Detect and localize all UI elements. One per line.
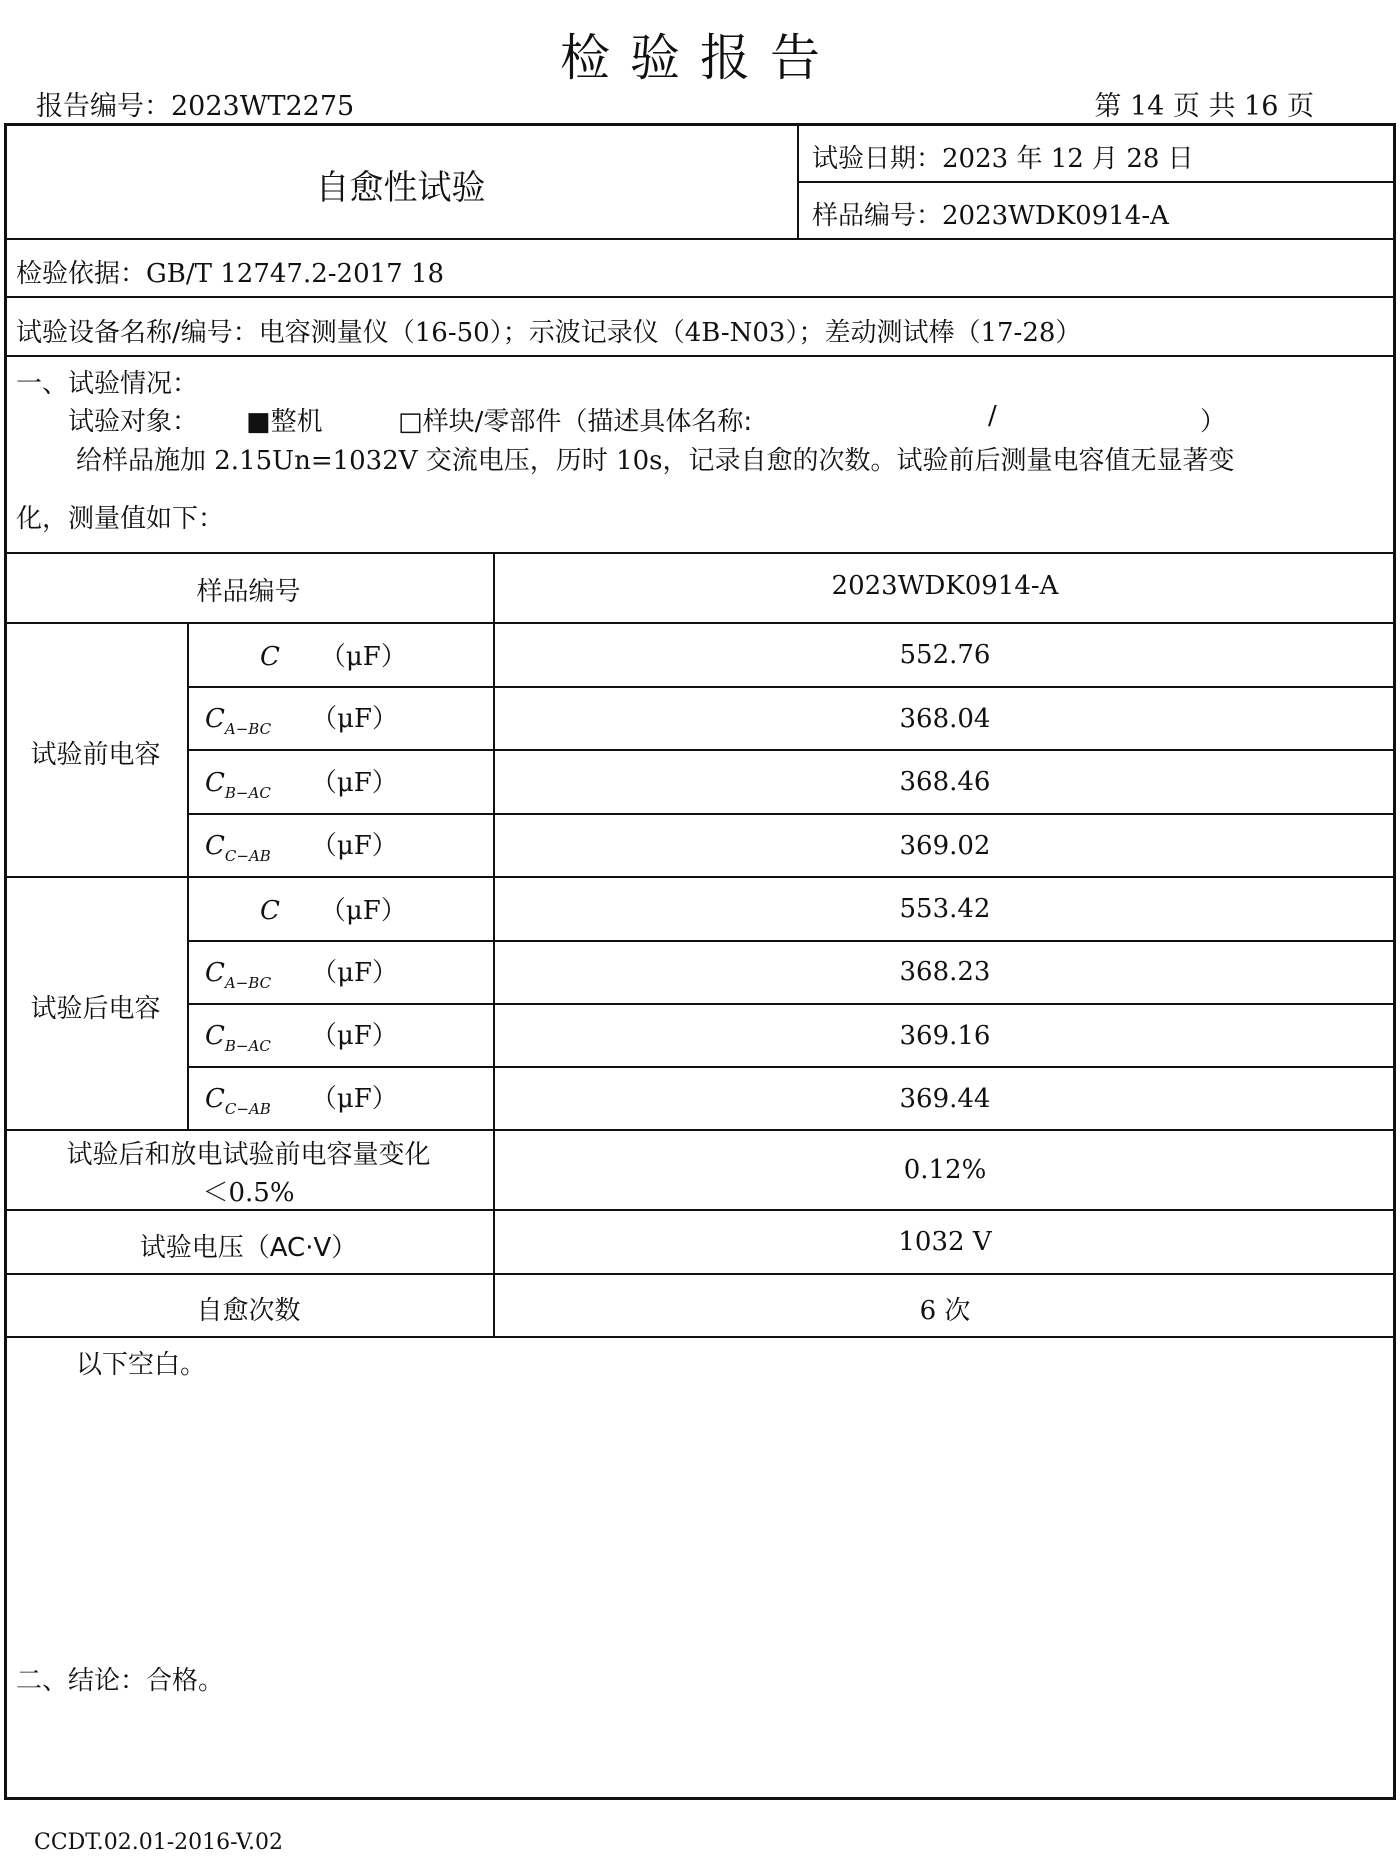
param-symbol: C <box>260 896 280 926</box>
sample-number-value: 2023WDK0914-A <box>942 201 1169 231</box>
report-number: 报告编号：2023WT2275 <box>36 91 355 122</box>
test-date <box>812 138 1194 175</box>
param-subscript: A−BC <box>224 974 272 992</box>
after-value: 368.23 <box>899 957 991 987</box>
param-c-b-ac <box>205 762 398 802</box>
test-equipment-value: 电容测量仪（16-50）；示波记录仪（4B-N03）；差动测试棒（17-28） <box>258 318 1082 348</box>
rule <box>188 940 1396 942</box>
rule <box>188 686 1396 688</box>
capacitance-change-value: 0.12% <box>903 1155 987 1185</box>
param-symbol: C <box>205 1021 225 1051</box>
rule <box>798 181 1394 183</box>
param-subscript: B−AC <box>224 1037 271 1055</box>
test-basis-value: GB/T 12747.2-2017 18 <box>146 259 445 289</box>
option-part: □样块/零部件（描述具体名称: <box>398 407 753 437</box>
conclusion: 二、结论：合格。 <box>16 1666 225 1696</box>
option-part-slash: / <box>988 401 997 431</box>
param-subscript: A−BC <box>224 720 272 738</box>
param-subscript: B−AC <box>224 784 271 802</box>
param-c-a-bc <box>205 698 398 738</box>
capacitance-change-label-line: 试验后和放电试验前电容量变化 <box>66 1140 431 1170</box>
param-symbol: C <box>260 642 280 672</box>
sample-number-label: 样品编号： <box>812 201 943 231</box>
param-unit: （μF） <box>310 1084 398 1114</box>
option-part-close: ） <box>1200 407 1227 437</box>
param-c-b-ac <box>205 1015 398 1055</box>
description-line: 给样品施加 2.15Un=1032V 交流电压，历时 10s，记录自愈的次数。试验前后测量电容值无显著变 <box>76 446 1235 476</box>
param-symbol: C <box>205 704 225 734</box>
after-capacitance-label: 试验后电容 <box>30 994 161 1024</box>
rule <box>188 749 1396 751</box>
param-unit: （μF） <box>310 831 398 861</box>
rule <box>4 1129 1396 1131</box>
capacitance-change-label <box>4 1136 493 1212</box>
after-value: 369.44 <box>899 1084 991 1114</box>
param-symbol: C <box>205 831 225 861</box>
param-unit: （μF） <box>311 958 399 988</box>
section-heading-situation: 一、试验情况： <box>16 369 199 399</box>
param-unit: （μF） <box>310 1021 398 1051</box>
blank-note: 以下空白。 <box>76 1350 207 1380</box>
test-equipment-label: 试验设备名称/编号： <box>16 318 259 348</box>
param-unit: （μF） <box>310 768 398 798</box>
param-unit: （μF） <box>319 896 407 926</box>
test-voltage-value: 1032 V <box>898 1227 992 1257</box>
rule <box>4 876 1396 878</box>
before-value: 552.76 <box>899 640 991 670</box>
before-value: 368.46 <box>899 767 991 797</box>
form-code: CCDT.02.01-2016-V.02 <box>34 1830 284 1855</box>
param-subscript: C−AB <box>224 1100 271 1118</box>
rule <box>188 1066 1396 1068</box>
param-unit: （μF） <box>311 704 399 734</box>
rule <box>4 552 1396 554</box>
rule <box>4 296 1396 298</box>
sample-number <box>812 195 1169 232</box>
after-value: 369.16 <box>899 1021 991 1051</box>
rule <box>4 238 1396 240</box>
rule <box>187 622 189 1130</box>
test-equipment <box>16 312 1081 349</box>
rule <box>4 1273 1396 1275</box>
param-symbol: C <box>205 768 225 798</box>
self-heal-count-label: 自愈次数 <box>196 1296 301 1326</box>
page-indicator: 第 14 页 共 16 页 <box>1094 91 1314 122</box>
rule <box>4 1336 1396 1338</box>
param-symbol: C <box>205 1084 225 1114</box>
option-whole-machine: ■整机 <box>246 407 323 437</box>
param-c-a-bc <box>205 952 398 992</box>
param-subscript: C−AB <box>224 847 271 865</box>
rule <box>797 123 799 239</box>
param-symbol: C <box>205 958 225 988</box>
sample-header-cell: 样品编号 <box>196 577 301 607</box>
test-object-label: 试验对象： <box>68 407 199 437</box>
rule <box>4 355 1396 357</box>
description-line: 化，测量值如下： <box>16 504 225 534</box>
before-value: 369.02 <box>899 831 991 861</box>
param-c-c-ab <box>205 825 398 865</box>
test-name: 自愈性试验 <box>315 168 486 208</box>
test-date-label: 试验日期： <box>812 144 943 174</box>
test-date-value: 2023 年 12 月 28 日 <box>942 144 1194 174</box>
rule <box>188 1003 1396 1005</box>
test-basis-label: 检验依据： <box>16 259 147 289</box>
after-value: 553.42 <box>899 894 991 924</box>
before-value: 368.04 <box>899 704 991 734</box>
param-c <box>260 890 407 930</box>
sample-value-cell: 2023WDK0914-A <box>831 571 1059 601</box>
rule <box>188 813 1396 815</box>
param-unit: （μF） <box>319 642 407 672</box>
before-capacitance-label: 试验前电容 <box>30 740 161 770</box>
capacitance-change-limit: ＜0.5% <box>202 1178 295 1208</box>
rule <box>4 622 1396 624</box>
test-voltage-label: 试验电压（AC·V） <box>139 1233 358 1263</box>
param-c-c-ab <box>205 1078 398 1118</box>
test-basis <box>16 253 444 290</box>
param-c <box>260 636 407 676</box>
self-heal-count-value: 6 次 <box>919 1296 971 1326</box>
document-title: 检验报告 <box>560 29 840 87</box>
